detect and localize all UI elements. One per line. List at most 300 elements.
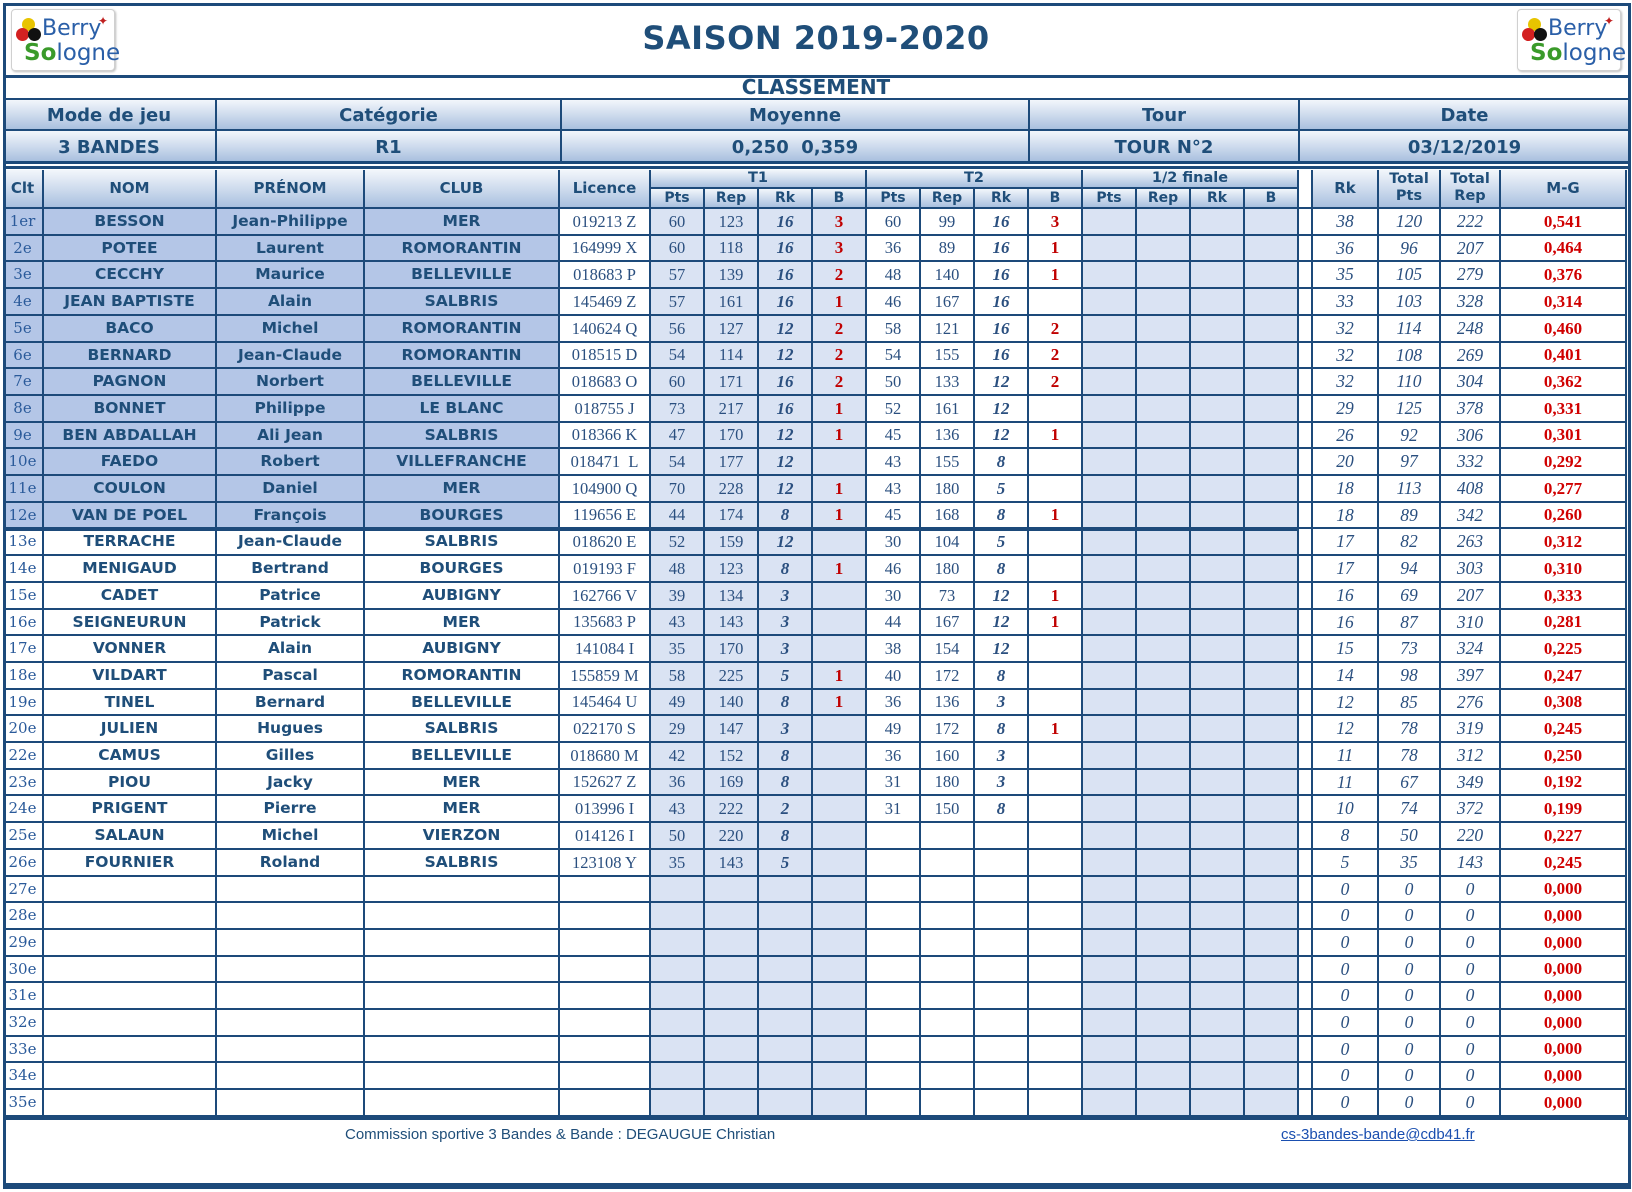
row-15-clt: 15e: [3, 583, 44, 610]
row-18-semi-pts: [1083, 663, 1137, 690]
value-date: 03/12/2019: [1300, 131, 1629, 164]
season-title: SAISON 2019-2020: [642, 19, 990, 57]
row-29-total-pts: 0: [1379, 957, 1441, 983]
row-13-t2-rep: 104: [921, 529, 975, 556]
row-20-club: SALBRIS: [365, 716, 560, 743]
row-31-clt: 32e: [3, 1010, 44, 1037]
row-20-nom: JULIEN: [44, 716, 217, 743]
row-25-t1-rep: 143: [705, 850, 759, 877]
row-27-t1-b: [813, 903, 867, 930]
row-33-clt: 34e: [3, 1063, 44, 1090]
row-33-semi-b: [1245, 1063, 1299, 1090]
row-12-mg: 0,260: [1501, 503, 1627, 529]
row-26-rank: 0: [1313, 877, 1379, 903]
row-21-t2-b: [1029, 743, 1083, 770]
row-28-t2-pts: [867, 930, 921, 957]
row-34-total-rep: 0: [1441, 1090, 1501, 1117]
row-4-mg: 0,314: [1501, 289, 1627, 316]
row-4-semi-b: [1245, 289, 1299, 316]
row-19-semi-rk: [1191, 690, 1245, 716]
row-6-semi-b: [1245, 343, 1299, 369]
logo-text-sologne: Sologne: [24, 40, 121, 66]
row-25-club: SALBRIS: [365, 850, 560, 877]
row-31-mg: 0,000: [1501, 1010, 1627, 1037]
row-28-club: [365, 930, 560, 957]
row-14-total-pts: 94: [1379, 556, 1441, 583]
row-32-semi-pts: [1083, 1037, 1137, 1063]
row-27-semi-rk: [1191, 903, 1245, 930]
col-header-total-rep-line2: Rep: [1454, 188, 1486, 204]
row-14-prenom: Bertrand: [217, 556, 365, 583]
row-27-licence: [560, 903, 651, 930]
row-5-t2-rep: 121: [921, 316, 975, 343]
row-21-t1-pts: 42: [651, 743, 705, 770]
row-4-semi-rep: [1137, 289, 1191, 316]
row-26-semi-rk: [1191, 877, 1245, 903]
row-29-total-rep: 0: [1441, 957, 1501, 983]
row-22-t2-rep: 180: [921, 770, 975, 796]
row-16-semi-pts: [1083, 610, 1137, 636]
row-13-total-rep: 263: [1441, 529, 1501, 556]
row-33-total-pts: 0: [1379, 1063, 1441, 1090]
row-17-t2-rk: 12: [975, 636, 1029, 663]
row-6-t1-pts: 54: [651, 343, 705, 369]
row-19-nom: TINEL: [44, 690, 217, 716]
row-32-t1-b: [813, 1037, 867, 1063]
row-27-semi-pts: [1083, 903, 1137, 930]
row-28-licence: [560, 930, 651, 957]
row-29-semi-rep: [1137, 957, 1191, 983]
row-5-nom: BACO: [44, 316, 217, 343]
row-4-t2-rep: 167: [921, 289, 975, 316]
row-13-prenom: Jean-Claude: [217, 529, 365, 556]
row-30-semi-rk: [1191, 983, 1245, 1010]
row-12-semi-rk: [1191, 503, 1245, 529]
row-2-t1-pts: 60: [651, 236, 705, 262]
group-header-t2: T2: [867, 170, 1083, 189]
row-24-t2-rep: [921, 823, 975, 850]
row-10-t1-pts: 54: [651, 449, 705, 476]
row-11-semi-rep: [1137, 476, 1191, 503]
row-16-prenom: Patrick: [217, 610, 365, 636]
logo-text-sologne: Sologne: [1530, 40, 1627, 66]
row-21-semi-rep: [1137, 743, 1191, 770]
row-7-t2-rk: 12: [975, 369, 1029, 396]
row-5-t2-b: 2: [1029, 316, 1083, 343]
row-9-club: SALBRIS: [365, 423, 560, 449]
qualified-cutoff-rule: [3, 528, 1298, 531]
row-32-gap: [1299, 1037, 1313, 1063]
row-18-t1-rk: 5: [759, 663, 813, 690]
row-14-nom: MENIGAUD: [44, 556, 217, 583]
row-13-licence: 018620 E: [560, 529, 651, 556]
row-4-total-rep: 328: [1441, 289, 1501, 316]
row-3-t2-b: 1: [1029, 262, 1083, 289]
row-17-t1-rk: 3: [759, 636, 813, 663]
row-12-t2-rep: 168: [921, 503, 975, 529]
row-29-t1-rep: [705, 957, 759, 983]
row-8-t1-rep: 217: [705, 396, 759, 423]
row-12-semi-b: [1245, 503, 1299, 529]
row-15-mg: 0,333: [1501, 583, 1627, 610]
row-1-rank: 38: [1313, 209, 1379, 236]
row-21-t1-rk: 8: [759, 743, 813, 770]
row-14-semi-b: [1245, 556, 1299, 583]
row-6-t2-rep: 155: [921, 343, 975, 369]
row-14-semi-pts: [1083, 556, 1137, 583]
row-25-gap: [1299, 850, 1313, 877]
row-11-t2-rk: 5: [975, 476, 1029, 503]
col-header-total-pts-line2: Pts: [1395, 188, 1423, 204]
row-19-t1-rep: 140: [705, 690, 759, 716]
row-18-semi-rep: [1137, 663, 1191, 690]
row-4-t1-b: 1: [813, 289, 867, 316]
row-15-club: AUBIGNY: [365, 583, 560, 610]
row-2-total-pts: 96: [1379, 236, 1441, 262]
row-11-semi-rk: [1191, 476, 1245, 503]
row-22-t1-b: [813, 770, 867, 796]
row-27-t1-rk: [759, 903, 813, 930]
row-8-semi-pts: [1083, 396, 1137, 423]
row-11-nom: COULON: [44, 476, 217, 503]
row-23-t2-b: [1029, 796, 1083, 823]
row-3-t1-b: 2: [813, 262, 867, 289]
row-24-semi-pts: [1083, 823, 1137, 850]
value-moyenne: 0,250 0,359: [562, 131, 1030, 164]
row-26-t2-b: [1029, 877, 1083, 903]
row-6-total-rep: 269: [1441, 343, 1501, 369]
row-22-t1-rep: 169: [705, 770, 759, 796]
row-24-semi-b: [1245, 823, 1299, 850]
row-2-t2-b: 1: [1029, 236, 1083, 262]
row-18-t1-pts: 58: [651, 663, 705, 690]
row-12-rank: 18: [1313, 503, 1379, 529]
row-13-t1-rk: 12: [759, 529, 813, 556]
row-34-semi-rk: [1191, 1090, 1245, 1117]
group-header-t1-sub-b: B: [813, 189, 867, 209]
row-34-t1-rk: [759, 1090, 813, 1117]
row-31-t1-pts: [651, 1010, 705, 1037]
row-1-semi-rk: [1191, 209, 1245, 236]
row-1-t2-rep: 99: [921, 209, 975, 236]
row-12-club: BOURGES: [365, 503, 560, 529]
row-19-t1-pts: 49: [651, 690, 705, 716]
row-6-clt: 6e: [3, 343, 44, 369]
row-2-total-rep: 207: [1441, 236, 1501, 262]
row-14-mg: 0,310: [1501, 556, 1627, 583]
row-26-semi-rep: [1137, 877, 1191, 903]
row-3-gap: [1299, 262, 1313, 289]
row-22-semi-rk: [1191, 770, 1245, 796]
row-22-rank: 11: [1313, 770, 1379, 796]
row-2-t2-rk: 16: [975, 236, 1029, 262]
row-5-total-rep: 248: [1441, 316, 1501, 343]
row-10-t1-rep: 177: [705, 449, 759, 476]
row-15-t1-pts: 39: [651, 583, 705, 610]
row-2-gap: [1299, 236, 1313, 262]
row-32-semi-b: [1245, 1037, 1299, 1063]
row-25-licence: 123108 Y: [560, 850, 651, 877]
row-14-semi-rep: [1137, 556, 1191, 583]
row-7-prenom: Norbert: [217, 369, 365, 396]
row-12-licence: 119656 E: [560, 503, 651, 529]
col-header-nom: NOM: [44, 170, 217, 209]
row-11-t2-pts: 43: [867, 476, 921, 503]
row-8-t2-rk: 12: [975, 396, 1029, 423]
row-12-nom: VAN DE POEL: [44, 503, 217, 529]
row-9-t2-b: 1: [1029, 423, 1083, 449]
row-6-t1-rk: 12: [759, 343, 813, 369]
row-8-t1-b: 1: [813, 396, 867, 423]
row-22-gap: [1299, 770, 1313, 796]
row-25-t2-rep: [921, 850, 975, 877]
row-19-t2-pts: 36: [867, 690, 921, 716]
row-25-t1-b: [813, 850, 867, 877]
row-9-total-rep: 306: [1441, 423, 1501, 449]
row-2-nom: POTEE: [44, 236, 217, 262]
row-21-licence: 018680 M: [560, 743, 651, 770]
row-4-total-pts: 103: [1379, 289, 1441, 316]
row-30-t1-rk: [759, 983, 813, 1010]
row-12-t2-rk: 8: [975, 503, 1029, 529]
row-30-mg: 0,000: [1501, 983, 1627, 1010]
row-20-t2-b: 1: [1029, 716, 1083, 743]
row-6-semi-rk: [1191, 343, 1245, 369]
row-34-t2-rk: [975, 1090, 1029, 1117]
row-27-t2-rep: [921, 903, 975, 930]
row-19-club: BELLEVILLE: [365, 690, 560, 716]
row-10-semi-rep: [1137, 449, 1191, 476]
row-24-rank: 8: [1313, 823, 1379, 850]
row-10-t2-pts: 43: [867, 449, 921, 476]
row-5-prenom: Michel: [217, 316, 365, 343]
row-28-total-pts: 0: [1379, 930, 1441, 957]
row-13-semi-rk: [1191, 529, 1245, 556]
row-31-t2-b: [1029, 1010, 1083, 1037]
row-29-semi-b: [1245, 957, 1299, 983]
row-7-semi-rk: [1191, 369, 1245, 396]
row-29-t2-rep: [921, 957, 975, 983]
row-9-t1-rep: 170: [705, 423, 759, 449]
row-2-semi-rep: [1137, 236, 1191, 262]
row-13-mg: 0,312: [1501, 529, 1627, 556]
row-5-t2-rk: 16: [975, 316, 1029, 343]
row-3-nom: CECCHY: [44, 262, 217, 289]
row-20-licence: 022170 S: [560, 716, 651, 743]
row-6-club: ROMORANTIN: [365, 343, 560, 369]
row-23-clt: 24e: [3, 796, 44, 823]
row-2-t1-rk: 16: [759, 236, 813, 262]
row-4-t2-pts: 46: [867, 289, 921, 316]
row-22-t2-pts: 31: [867, 770, 921, 796]
row-5-t1-b: 2: [813, 316, 867, 343]
row-29-nom: [44, 957, 217, 983]
row-26-mg: 0,000: [1501, 877, 1627, 903]
row-18-mg: 0,247: [1501, 663, 1627, 690]
row-8-prenom: Philippe: [217, 396, 365, 423]
row-6-t2-b: 2: [1029, 343, 1083, 369]
row-8-t2-b: [1029, 396, 1083, 423]
group-header-semi-final-sub-rk: Rk: [1191, 189, 1245, 209]
row-25-prenom: Roland: [217, 850, 365, 877]
row-8-nom: BONNET: [44, 396, 217, 423]
row-10-clt: 10e: [3, 449, 44, 476]
row-21-club: BELLEVILLE: [365, 743, 560, 770]
col-header-rank: Rk: [1313, 170, 1379, 209]
row-26-nom: [44, 877, 217, 903]
row-21-semi-b: [1245, 743, 1299, 770]
row-6-licence: 018515 D: [560, 343, 651, 369]
row-12-t2-pts: 45: [867, 503, 921, 529]
row-14-rank: 17: [1313, 556, 1379, 583]
row-14-t1-pts: 48: [651, 556, 705, 583]
row-11-t1-rep: 228: [705, 476, 759, 503]
row-19-t1-b: 1: [813, 690, 867, 716]
row-15-licence: 162766 V: [560, 583, 651, 610]
row-18-total-pts: 98: [1379, 663, 1441, 690]
row-7-t1-rk: 16: [759, 369, 813, 396]
row-22-semi-b: [1245, 770, 1299, 796]
row-28-semi-pts: [1083, 930, 1137, 957]
sparkle-icon: ✦: [97, 14, 108, 28]
row-9-gap: [1299, 423, 1313, 449]
row-10-t2-b: [1029, 449, 1083, 476]
row-16-semi-rk: [1191, 610, 1245, 636]
row-23-semi-b: [1245, 796, 1299, 823]
row-7-gap: [1299, 369, 1313, 396]
row-32-total-rep: 0: [1441, 1037, 1501, 1063]
row-31-t2-rk: [975, 1010, 1029, 1037]
row-7-t1-pts: 60: [651, 369, 705, 396]
row-15-t1-b: [813, 583, 867, 610]
row-2-rank: 36: [1313, 236, 1379, 262]
row-3-t1-pts: 57: [651, 262, 705, 289]
row-9-t2-rep: 136: [921, 423, 975, 449]
row-4-t1-rk: 16: [759, 289, 813, 316]
row-20-total-rep: 319: [1441, 716, 1501, 743]
row-31-t2-rep: [921, 1010, 975, 1037]
row-2-clt: 2e: [3, 236, 44, 262]
row-7-semi-rep: [1137, 369, 1191, 396]
row-24-t2-rk: [975, 823, 1029, 850]
row-30-semi-rep: [1137, 983, 1191, 1010]
row-31-total-rep: 0: [1441, 1010, 1501, 1037]
row-13-t2-rk: 5: [975, 529, 1029, 556]
row-20-mg: 0,245: [1501, 716, 1627, 743]
group-header-semi-final-sub-pts: Pts: [1083, 189, 1137, 209]
row-18-t1-rep: 225: [705, 663, 759, 690]
row-6-semi-pts: [1083, 343, 1137, 369]
row-6-total-pts: 108: [1379, 343, 1441, 369]
row-20-semi-rk: [1191, 716, 1245, 743]
row-3-semi-rk: [1191, 262, 1245, 289]
row-22-t1-pts: 36: [651, 770, 705, 796]
row-5-t1-rep: 127: [705, 316, 759, 343]
row-23-total-pts: 74: [1379, 796, 1441, 823]
row-25-semi-pts: [1083, 850, 1137, 877]
row-25-semi-b: [1245, 850, 1299, 877]
row-7-clt: 7e: [3, 369, 44, 396]
col-header-total-rep-line1: Total: [1450, 171, 1490, 187]
row-1-total-pts: 120: [1379, 209, 1441, 236]
row-15-semi-b: [1245, 583, 1299, 610]
row-15-total-pts: 69: [1379, 583, 1441, 610]
row-10-semi-b: [1245, 449, 1299, 476]
row-12-clt: 12e: [3, 503, 44, 529]
row-9-rank: 26: [1313, 423, 1379, 449]
row-1-t1-rk: 16: [759, 209, 813, 236]
row-3-t2-rk: 16: [975, 262, 1029, 289]
row-27-nom: [44, 903, 217, 930]
row-1-nom: BESSON: [44, 209, 217, 236]
row-6-prenom: Jean-Claude: [217, 343, 365, 369]
row-23-t2-pts: 31: [867, 796, 921, 823]
row-34-semi-rep: [1137, 1090, 1191, 1117]
row-12-t2-b: 1: [1029, 503, 1083, 529]
row-14-t2-rep: 180: [921, 556, 975, 583]
footer-email-link[interactable]: cs-3bandes-bande@cdb41.fr: [1281, 1126, 1475, 1143]
row-9-t2-pts: 45: [867, 423, 921, 449]
row-32-rank: 0: [1313, 1037, 1379, 1063]
row-10-prenom: Robert: [217, 449, 365, 476]
row-24-t2-b: [1029, 823, 1083, 850]
row-2-t1-rep: 118: [705, 236, 759, 262]
row-24-t1-b: [813, 823, 867, 850]
row-33-gap: [1299, 1063, 1313, 1090]
row-11-t1-pts: 70: [651, 476, 705, 503]
row-26-licence: [560, 877, 651, 903]
row-14-t1-rep: 123: [705, 556, 759, 583]
row-6-rank: 32: [1313, 343, 1379, 369]
row-30-gap: [1299, 983, 1313, 1010]
row-20-prenom: Hugues: [217, 716, 365, 743]
row-22-t2-b: [1029, 770, 1083, 796]
row-18-total-rep: 397: [1441, 663, 1501, 690]
row-16-mg: 0,281: [1501, 610, 1627, 636]
row-17-club: AUBIGNY: [365, 636, 560, 663]
row-15-t2-pts: 30: [867, 583, 921, 610]
row-26-prenom: [217, 877, 365, 903]
row-19-total-rep: 276: [1441, 690, 1501, 716]
row-23-semi-rep: [1137, 796, 1191, 823]
row-12-prenom: François: [217, 503, 365, 529]
row-17-nom: VONNER: [44, 636, 217, 663]
row-16-t1-b: [813, 610, 867, 636]
row-25-semi-rk: [1191, 850, 1245, 877]
row-1-mg: 0,541: [1501, 209, 1627, 236]
row-16-t1-pts: 43: [651, 610, 705, 636]
row-18-nom: VILDART: [44, 663, 217, 690]
row-32-club: [365, 1037, 560, 1063]
row-23-total-rep: 372: [1441, 796, 1501, 823]
row-26-t1-rk: [759, 877, 813, 903]
row-3-t1-rep: 139: [705, 262, 759, 289]
row-5-semi-rk: [1191, 316, 1245, 343]
row-21-t2-rk: 3: [975, 743, 1029, 770]
row-28-semi-rk: [1191, 930, 1245, 957]
row-4-t1-rep: 161: [705, 289, 759, 316]
row-26-t1-rep: [705, 877, 759, 903]
row-17-t2-rep: 154: [921, 636, 975, 663]
row-23-gap: [1299, 796, 1313, 823]
row-25-rank: 5: [1313, 850, 1379, 877]
row-19-gap: [1299, 690, 1313, 716]
row-10-total-pts: 97: [1379, 449, 1441, 476]
row-29-t1-b: [813, 957, 867, 983]
row-31-nom: [44, 1010, 217, 1037]
row-30-clt: 31e: [3, 983, 44, 1010]
row-4-licence: 145469 Z: [560, 289, 651, 316]
